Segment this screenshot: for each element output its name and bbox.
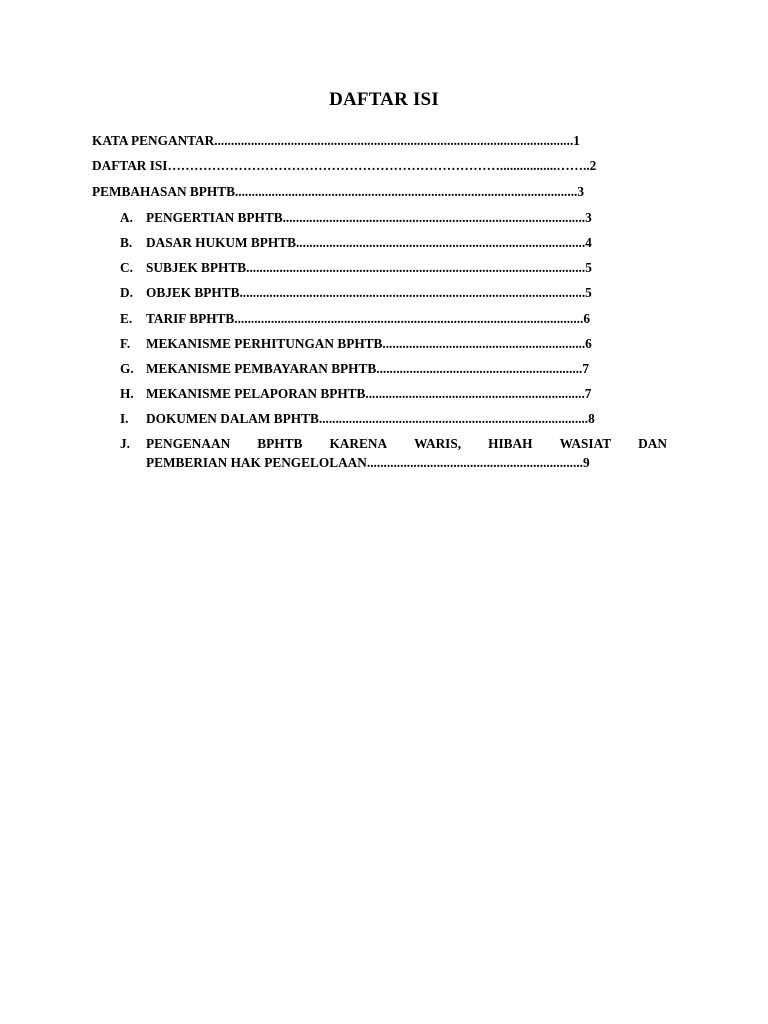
- toc-sub-text: TARIF BPHTB.........................................................................................................6: [146, 311, 590, 326]
- toc-sub-entry-h: [120, 385, 591, 402]
- toc-sub-letter: C.: [120, 260, 133, 275]
- toc-sub-text: MEKANISME PEMBAYARAN BPHTB..............................................................7: [146, 361, 590, 376]
- toc-word: KARENA: [329, 436, 388, 451]
- toc-sub-entry-f: [120, 335, 592, 352]
- toc-sub-letter: J.: [120, 436, 130, 451]
- toc-sub-text: SUBJEK BPHTB......................................................................................................5: [146, 260, 592, 275]
- toc-sub-letter: F.: [120, 336, 131, 351]
- toc-sub-entry-e: [120, 310, 590, 327]
- toc-sub-text-line2: PEMBERIAN HAK PENGELOLAAN.................................................................9: [146, 455, 590, 470]
- toc-sub-letter: G.: [120, 361, 134, 376]
- toc-word: WARIS,: [414, 436, 462, 451]
- toc-sub-entry-b: [120, 234, 592, 251]
- toc-sub-text: DOKUMEN DALAM BPHTB.................................................................................8: [146, 411, 595, 426]
- toc-entry-daftar-isi: DAFTAR ISI………………………………………………………………….................……..2: [92, 158, 597, 173]
- page-title: DAFTAR ISI: [329, 89, 439, 110]
- toc-sub-entry-d: [120, 284, 592, 301]
- toc-sub-letter: H.: [120, 386, 134, 401]
- toc-sub-text-line1: [146, 435, 667, 452]
- toc-entry-kata-pengantar: KATA PENGANTAR............................................................................................................1: [92, 133, 580, 148]
- toc-sub-letter: D.: [120, 285, 133, 300]
- toc-sub-letter: A.: [120, 210, 133, 225]
- toc-sub-letter: B.: [120, 235, 133, 250]
- toc-sub-text: MEKANISME PELAPORAN BPHTB..................................................................7: [146, 386, 592, 401]
- toc-sub-entry-a: [120, 209, 592, 226]
- toc-word: DAN: [638, 436, 667, 451]
- toc-sub-entry-g: [120, 360, 589, 377]
- toc-word: PENGENAAN: [146, 436, 231, 451]
- toc-sub-text: PENGERTIAN BPHTB...........................................................................................3: [146, 210, 592, 225]
- toc-sub-text: OBJEK BPHTB........................................................................................................5: [146, 285, 592, 300]
- toc-sub-entry-j: [120, 435, 667, 452]
- toc-word: BPHTB: [257, 436, 303, 451]
- toc-entry-pembahasan: PEMBAHASAN BPHTB.......................................................................................................3: [92, 184, 584, 199]
- toc-word: WASIAT: [559, 436, 612, 451]
- toc-sub-letter: E.: [120, 311, 133, 326]
- toc-sub-entry-i: [120, 410, 595, 427]
- toc-sub-letter: I.: [120, 411, 129, 426]
- toc-sub-text: DASAR HUKUM BPHTB.......................................................................................4: [146, 235, 592, 250]
- toc-sub-entry-c: [120, 259, 592, 276]
- toc-word: HIBAH: [488, 436, 533, 451]
- toc-sub-text: MEKANISME PERHITUNGAN BPHTB.............................................................6: [146, 336, 592, 351]
